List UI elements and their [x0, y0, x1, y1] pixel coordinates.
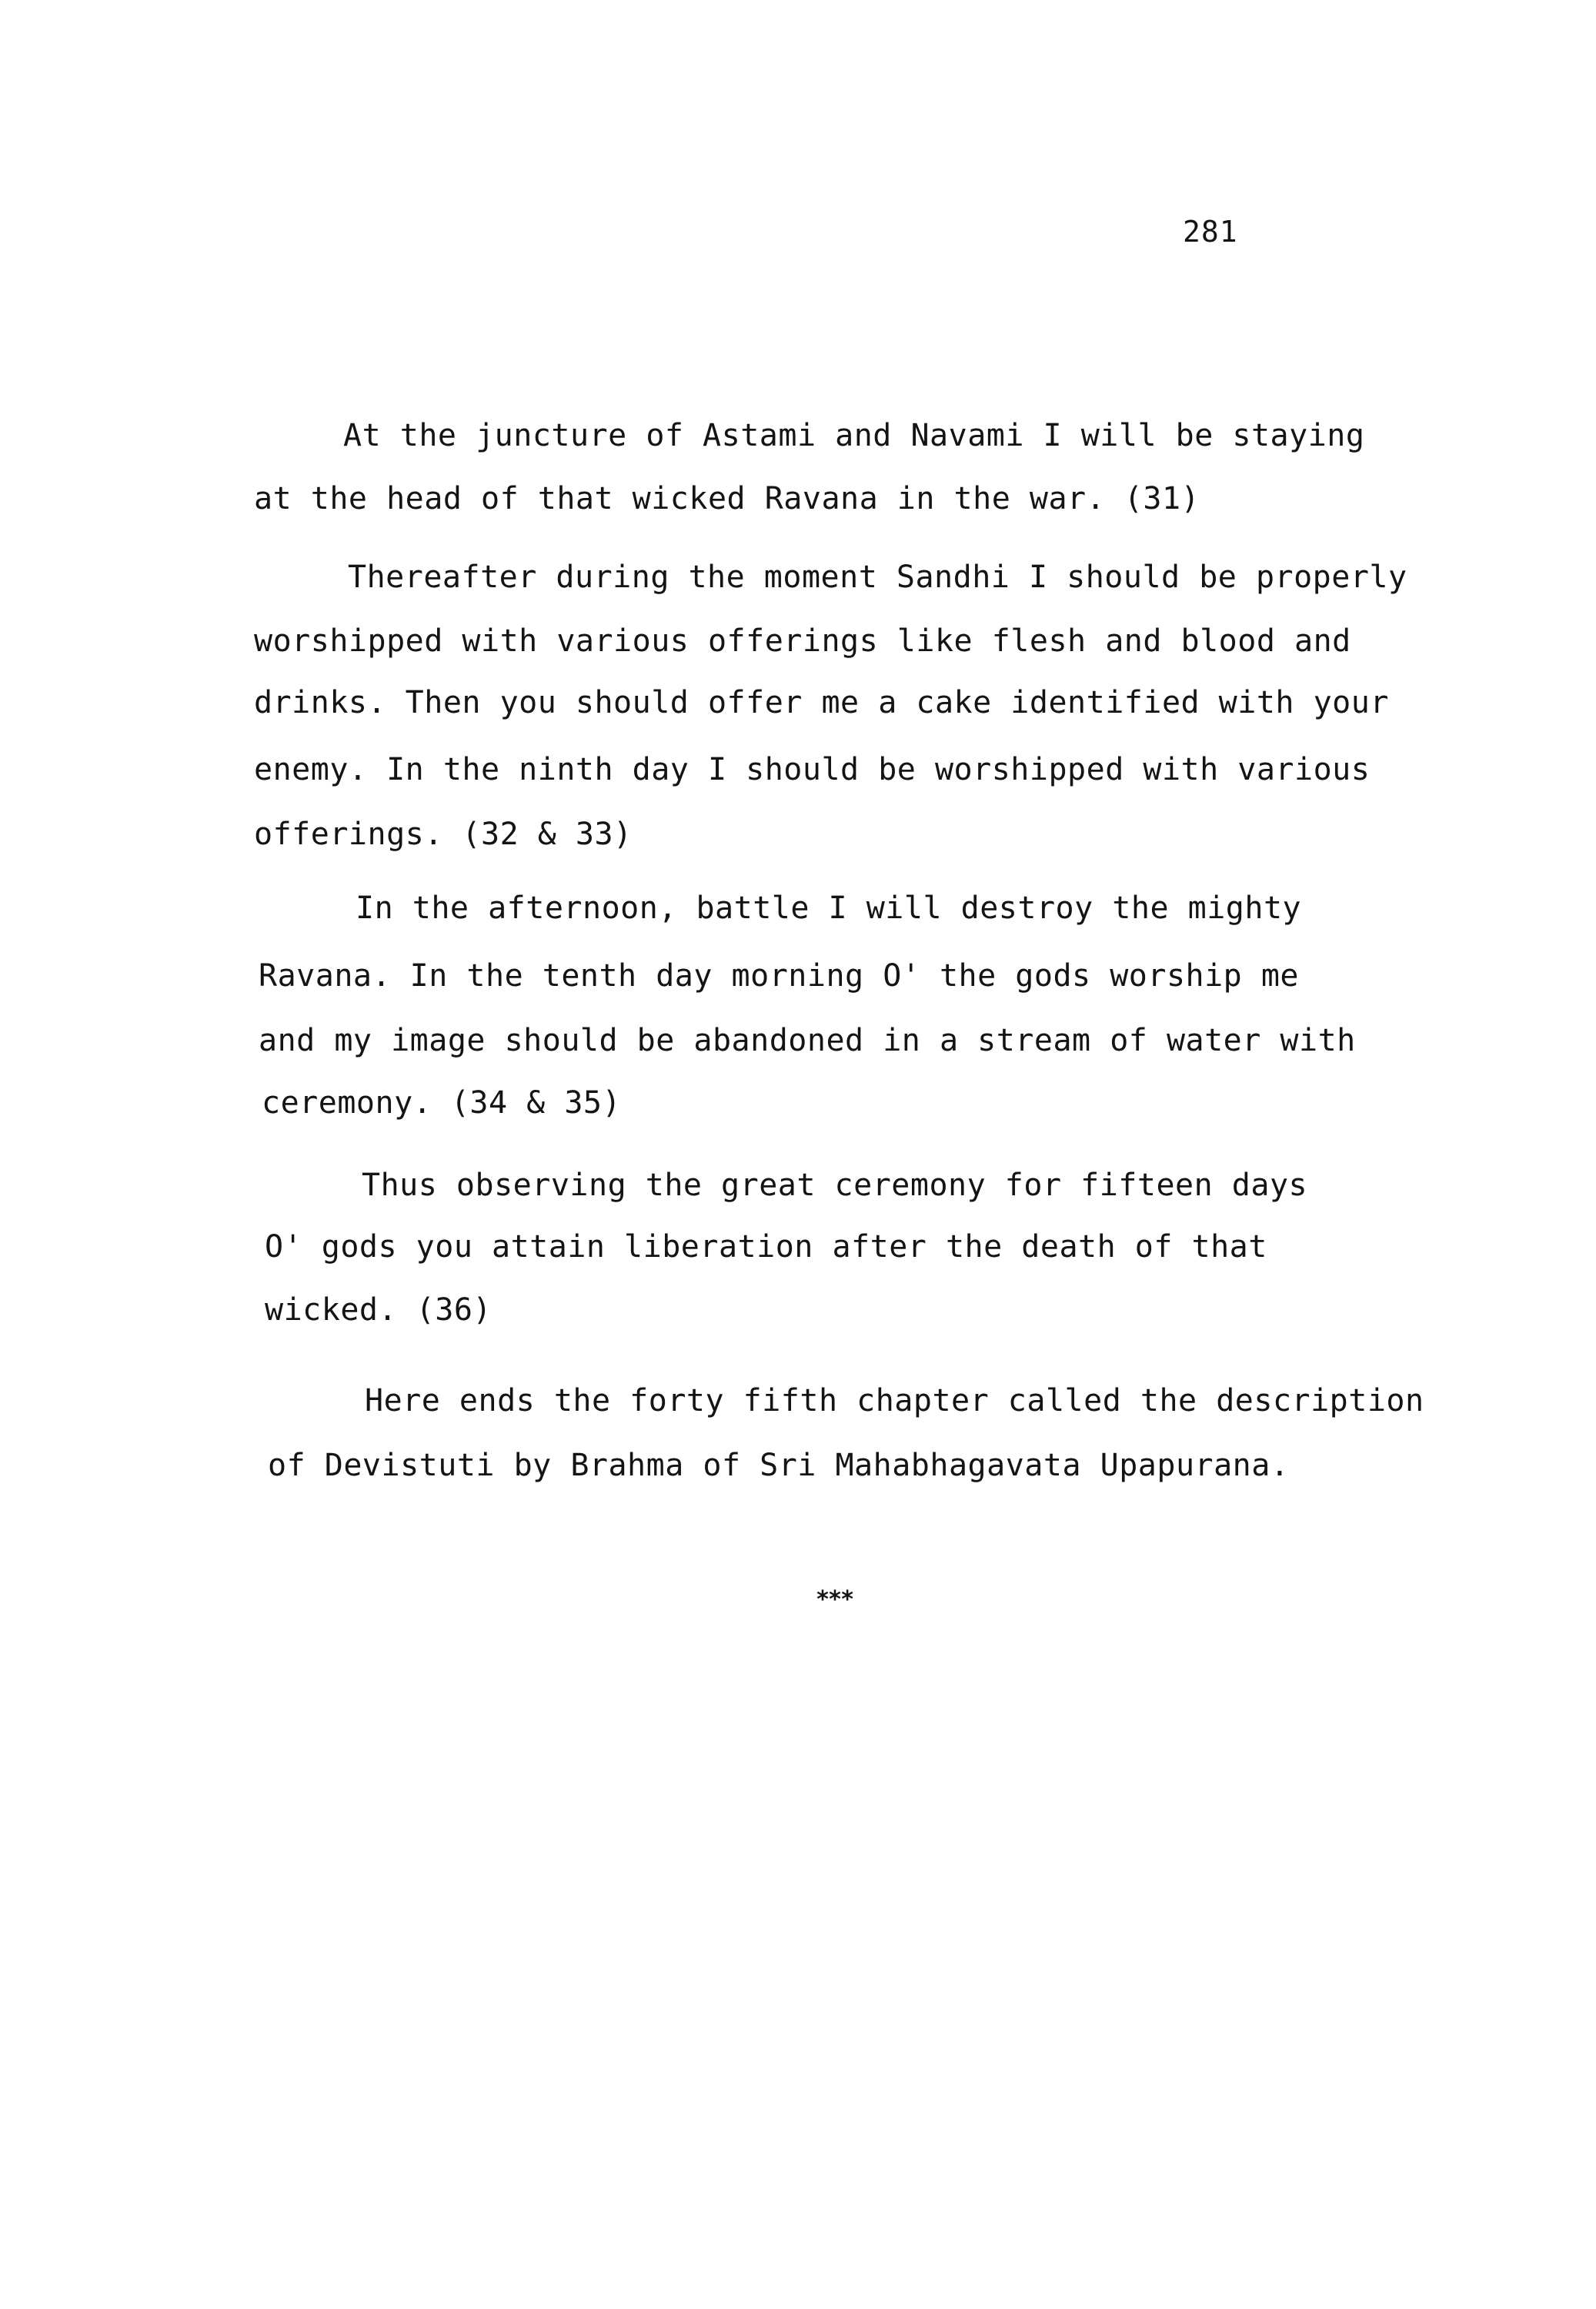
text-line: Here ends the forty fifth chapter called the description — [365, 1383, 1424, 1418]
text-line: enemy. In the ninth day I should be worshipped with various — [254, 752, 1371, 787]
text-line: At the juncture of Astami and Navami I will be staying — [343, 418, 1365, 453]
text-line: Thus observing the great ceremony for fifteen days — [362, 1168, 1308, 1203]
text-line: offerings. (32 & 33) — [254, 817, 633, 852]
text-line: at the head of that wicked Ravana in the war. (31) — [254, 481, 1200, 516]
text-line: In the afternoon, battle I will destroy the mighty — [356, 891, 1302, 926]
text-line: worshipped with various offerings like flesh and blood and — [254, 623, 1351, 659]
text-line: wicked. (36) — [265, 1292, 492, 1328]
text-line: drinks. Then you should offer me a cake identified with your — [254, 685, 1389, 720]
text-line: Ravana. In the tenth day morning O' the gods worship me — [259, 958, 1300, 994]
text-line: of Devistuti by Brahma of Sri Mahabhagavata Upapurana. — [268, 1448, 1290, 1483]
page-number: 281 — [1183, 215, 1238, 249]
text-line: Thereafter during the moment Sandhi I should be properly — [348, 560, 1407, 595]
text-line: O' gods you attain liberation after the death of that — [265, 1229, 1267, 1265]
end-marker: *** — [816, 1586, 853, 1613]
text-line: and my image should be abandoned in a stream of water with — [259, 1023, 1356, 1058]
text-line: ceremony. (34 & 35) — [262, 1085, 622, 1121]
